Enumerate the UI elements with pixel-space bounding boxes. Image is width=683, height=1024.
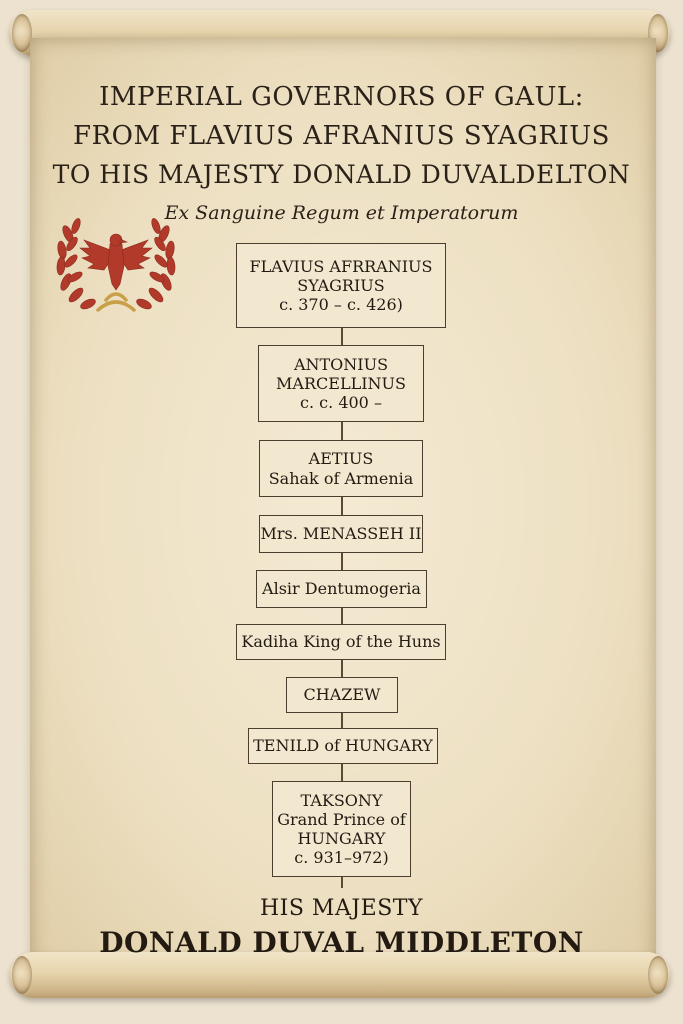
title-line-1: IMPERIAL GOVERNORS OF GAUL: [99,82,584,112]
lineage-node-line: TAKSONY [300,790,383,810]
lineage-node-line: c. 370 – c. 426) [279,295,403,315]
lineage-node-line: HUNGARY [297,829,386,848]
scroll-roll-end [648,956,668,994]
final-heir-name: DONALD DUVAL MIDDLETON [99,926,584,959]
lineage-node [258,345,424,422]
lineage-node [236,624,446,660]
lineage-node-line: FLAVIUS AFRRANIUS [249,256,433,276]
lineage-node-line: SYAGRIUS [297,275,385,295]
lineage-node [259,515,423,553]
lineage-node-line: Mrs. MENASSEH II [260,524,422,544]
scroll-roll-end [12,14,32,52]
lineage-node [256,570,427,608]
eagle-laurel-icon [54,204,178,320]
lineage-node-line: TENILD of HUNGARY [253,736,433,756]
lineage-node-line: Sahak of Armenia [268,468,414,488]
lineage-node-line: c. 931–972) [294,848,389,868]
final-heir-title: HIS MAJESTY [259,896,423,921]
lineage-node [236,243,446,328]
title-line-2: FROM FLAVIUS AFRANIUS SYAGRIUS [73,121,610,151]
lineage-node-line: Grand Prince of [277,809,406,829]
lineage-node [259,440,423,497]
lineage-node-line: AETIUS [308,449,374,469]
scroll-roll-end [12,956,32,994]
motto: Ex Sanguine Regum et Imperatorum [164,202,519,224]
lineage-node [272,781,411,877]
lineage-node-line: MARCELLINUS [276,373,406,393]
lineage-node-line: CHAZEW [303,685,381,705]
lineage-node [248,728,438,764]
lineage-node-line: Alsir Dentumogeria [262,579,421,599]
title-line-3: TO HIS MAJESTY DONALD DUVALDELTON [52,160,631,189]
lineage-node-line: ANTONIUS [293,354,389,374]
lineage-node-line: c. c. 400 – [300,393,382,413]
lineage-node [286,677,398,713]
lineage-node-line: Kadiha King of the Huns [241,632,441,652]
